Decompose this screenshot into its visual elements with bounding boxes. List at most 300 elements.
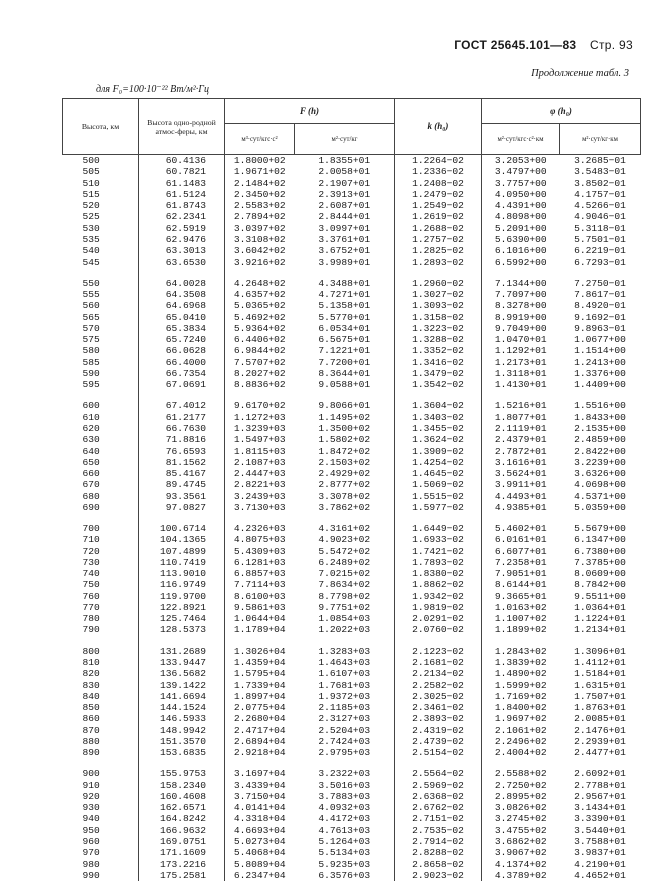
height-cell: 950 <box>63 825 139 836</box>
phi1-cell: 6.0161+01 <box>494 534 547 546</box>
F1-cell: 1.0644+04 <box>233 613 286 625</box>
phi1-cell: 2.2496+02 <box>494 735 547 747</box>
F1-cell: 6.8857+03 <box>233 568 286 580</box>
k-cell: 2.1681−02 <box>395 657 482 668</box>
F2-cell: 9.7751+02 <box>295 602 395 613</box>
height-cell: 565 <box>63 311 139 322</box>
phi1-cell: 3.9911+01 <box>494 479 547 491</box>
F1-cell: 4.0141+04 <box>233 802 286 814</box>
phi1-cell: 1.4890+02 <box>494 668 547 680</box>
height-cell: 580 <box>63 345 139 356</box>
F1-cell: 2.1484+02 <box>233 177 286 189</box>
F2-cell: 2.8777+02 <box>295 479 395 490</box>
F1-cell: 3.7150+04 <box>233 790 286 802</box>
phi1-cell: 3.4797+00 <box>494 166 547 178</box>
phi2-cell: 3.8502−01 <box>574 177 626 189</box>
header-phi-unit1: м²·сут/кгс·с²·км <box>482 124 560 155</box>
F1-cell: 2.9218+04 <box>233 747 286 759</box>
height-cell: 505 <box>63 166 139 177</box>
k-cell: 1.2825−02 <box>395 245 482 256</box>
height-cell: 690 <box>63 502 139 513</box>
phi1-cell: 4.3789+02 <box>494 869 547 881</box>
phi1-cell: 3.7757+00 <box>494 177 547 189</box>
F1-cell: 2.5583+02 <box>233 200 286 212</box>
phi1-cell: 3.9067+02 <box>494 847 547 859</box>
atm-height-cell: 100.6714 <box>139 523 225 534</box>
F1-cell: 4.6693+04 <box>233 824 286 836</box>
k-cell: 1.3288−02 <box>395 334 482 345</box>
F2-cell: 1.8355+01 <box>295 155 395 167</box>
F2-cell: 5.5134+03 <box>295 847 395 858</box>
F2-cell: 4.4172+03 <box>295 813 395 824</box>
atm-height-cell: 128.5373 <box>139 624 225 635</box>
F2-cell: 1.6107+03 <box>295 668 395 679</box>
F2-cell: 6.5675+01 <box>295 334 395 345</box>
height-cell: 640 <box>63 445 139 456</box>
phi1-cell: 3.5624+01 <box>494 468 547 480</box>
F1-cell: 1.8997+04 <box>233 690 286 702</box>
height-cell: 540 <box>63 245 139 256</box>
phi2-cell: 2.9567+01 <box>574 790 626 802</box>
height-cell: 860 <box>63 713 139 724</box>
height-cell: 700 <box>63 523 139 534</box>
table-row <box>63 479 641 490</box>
phi2-cell: 1.3096+01 <box>574 645 626 657</box>
F2-cell: 4.7271+01 <box>295 289 395 300</box>
atm-height-cell: 76.6593 <box>139 445 225 456</box>
phi2-cell: 2.4859+00 <box>574 434 626 446</box>
height-cell: 850 <box>63 702 139 713</box>
phi1-cell: 9.7049+00 <box>494 322 547 334</box>
phi1-cell: 1.9697+02 <box>494 713 547 725</box>
atm-height-cell: 136.5682 <box>139 668 225 679</box>
atm-height-cell: 151.3570 <box>139 736 225 747</box>
height-cell: 810 <box>63 657 139 668</box>
table-row <box>63 813 641 824</box>
table-row <box>63 368 641 379</box>
height-cell: 555 <box>63 289 139 300</box>
phi2-cell: 2.1476+01 <box>574 724 626 736</box>
header-atm-height: Высота одно-родной атмос-феры, км <box>139 99 225 155</box>
phi2-cell: 2.7788+01 <box>574 779 626 791</box>
atm-height-cell: 171.1609 <box>139 847 225 858</box>
F1-cell: 3.4339+04 <box>233 779 286 791</box>
phi2-cell: 9.5511+00 <box>574 590 626 602</box>
table-row <box>63 691 641 702</box>
height-cell: 610 <box>63 412 139 423</box>
F1-cell: 1.8115+03 <box>233 445 286 457</box>
k-cell: 1.2264−02 <box>395 155 482 167</box>
height-cell: 515 <box>63 189 139 200</box>
F2-cell: 2.8444+01 <box>295 211 395 222</box>
k-cell: 2.3461−02 <box>395 702 482 713</box>
F1-cell: 9.5861+03 <box>233 601 286 613</box>
atm-height-cell: 148.9942 <box>139 724 225 735</box>
table-row <box>63 534 641 545</box>
phi2-cell: 9.1692−01 <box>574 311 626 323</box>
table-row <box>63 568 641 579</box>
continuation-note: Продолжение табл. 3 <box>531 68 629 79</box>
height-cell: 570 <box>63 323 139 334</box>
height-cell: 620 <box>63 423 139 434</box>
phi2-cell: 4.9046−01 <box>574 211 626 223</box>
table-body <box>63 155 641 881</box>
atm-height-cell: 61.8743 <box>139 200 225 211</box>
table-row <box>63 657 641 668</box>
height-cell: 980 <box>63 858 139 869</box>
F1-cell: 2.8221+03 <box>233 479 286 491</box>
height-cell: 520 <box>63 200 139 211</box>
header-F: F (h) <box>225 99 395 124</box>
phi1-cell: 3.6862+02 <box>494 836 547 847</box>
atm-height-cell: 119.9700 <box>139 591 225 602</box>
F2-cell: 2.4929+02 <box>295 468 395 479</box>
phi1-cell: 5.6390+00 <box>494 233 547 245</box>
phi2-cell: 1.5184+01 <box>574 668 626 680</box>
F1-cell: 5.4068+04 <box>233 847 286 859</box>
phi2-cell: 4.5371+00 <box>574 490 626 502</box>
phi1-cell: 8.9919+00 <box>494 311 547 323</box>
condition-label: для F₀=100·10⁻²² Вт/м²·Гц <box>96 84 209 95</box>
atm-height-cell: 63.3013 <box>139 245 225 256</box>
table-row <box>63 278 641 289</box>
phi1-cell: 8.3278+00 <box>494 300 547 312</box>
table-row <box>63 802 641 813</box>
k-cell: 1.3223−02 <box>395 323 482 334</box>
phi1-cell: 5.4602+01 <box>494 523 547 535</box>
phi2-cell: 8.4920−01 <box>574 300 626 312</box>
k-cell: 2.5969−02 <box>395 780 482 791</box>
F2-cell: 3.5016+03 <box>295 780 395 791</box>
table-row <box>63 223 641 234</box>
k-cell: 1.5515−02 <box>395 490 482 501</box>
table-row <box>63 546 641 557</box>
height-cell: 790 <box>63 624 139 635</box>
k-cell: 1.9819−02 <box>395 602 482 613</box>
phi2-cell: 4.5266−01 <box>574 200 626 212</box>
k-cell: 1.6933−02 <box>395 534 482 545</box>
height-cell: 585 <box>63 357 139 368</box>
phi1-cell: 3.1616+01 <box>494 456 547 468</box>
table-row <box>63 300 641 311</box>
phi2-cell: 1.4409+00 <box>574 379 626 391</box>
F1-cell: 2.1087+03 <box>233 456 286 468</box>
page-header <box>454 38 633 52</box>
atm-height-cell: 64.0028 <box>139 278 225 289</box>
height-cell: 970 <box>63 847 139 858</box>
phi2-cell: 9.8963−01 <box>574 322 626 334</box>
atm-height-cell: 66.0628 <box>139 345 225 356</box>
table-row <box>63 613 641 624</box>
atm-height-cell: 60.4136 <box>139 155 225 167</box>
F2-cell: 5.1358+01 <box>295 300 395 311</box>
k-cell: 2.3893−02 <box>395 713 482 724</box>
phi2-cell: 1.0677+00 <box>574 334 626 346</box>
k-cell: 1.3416−02 <box>395 357 482 368</box>
phi1-cell: 1.1292+01 <box>494 345 547 357</box>
atm-height-cell: 62.2341 <box>139 211 225 222</box>
phi1-cell: 1.0470+01 <box>494 334 547 346</box>
atm-height-cell: 104.1365 <box>139 534 225 545</box>
table-row <box>63 155 641 167</box>
atm-height-cell: 67.4012 <box>139 400 225 411</box>
k-cell: 2.2134−02 <box>395 668 482 679</box>
F1-cell: 6.4406+02 <box>233 334 286 346</box>
height-cell: 720 <box>63 546 139 557</box>
phi2-cell: 3.7588+01 <box>574 836 626 847</box>
phi1-cell: 1.2173+01 <box>494 356 547 368</box>
F1-cell: 4.3318+04 <box>233 813 286 825</box>
phi1-cell: 2.5588+02 <box>494 768 547 780</box>
height-cell: 660 <box>63 468 139 479</box>
F1-cell: 1.3239+03 <box>233 422 286 434</box>
header-F-unit2: м²·сут/кг <box>295 124 395 155</box>
height-cell: 960 <box>63 836 139 847</box>
F2-cell: 2.7424+03 <box>295 736 395 747</box>
phi1-cell: 9.3665+01 <box>494 590 547 602</box>
phi1-cell: 1.3118+01 <box>494 367 547 379</box>
F1-cell: 3.6042+02 <box>233 245 286 257</box>
table-row <box>63 178 641 189</box>
atm-height-cell: 97.0827 <box>139 502 225 513</box>
group-gap <box>63 513 641 523</box>
phi2-cell: 2.0085+01 <box>574 713 626 725</box>
k-cell: 1.3352−02 <box>395 345 482 356</box>
phi1-cell: 2.4004+02 <box>494 747 547 759</box>
phi1-cell: 1.3839+02 <box>494 657 547 669</box>
height-cell: 650 <box>63 457 139 468</box>
height-cell: 500 <box>63 155 139 167</box>
phi1-cell: 2.8995+02 <box>494 790 547 802</box>
k-cell: 1.7421−02 <box>395 546 482 557</box>
phi2-cell: 6.1347+00 <box>574 534 626 546</box>
phi2-cell: 4.0698+00 <box>574 479 626 491</box>
F1-cell: 8.6100+03 <box>233 590 286 602</box>
phi1-cell: 1.4130+01 <box>494 379 547 391</box>
table-row <box>63 791 641 802</box>
F2-cell: 7.0215+02 <box>295 568 395 579</box>
F2-cell: 2.1503+02 <box>295 457 395 468</box>
F2-cell: 1.8472+02 <box>295 445 395 456</box>
F1-cell: 6.1281+03 <box>233 556 286 568</box>
F2-cell: 2.6087+01 <box>295 200 395 211</box>
F2-cell: 4.3488+01 <box>295 278 395 289</box>
F1-cell: 9.6170+02 <box>233 400 286 412</box>
height-cell: 670 <box>63 479 139 490</box>
table-row <box>63 311 641 322</box>
atm-height-cell: 107.4899 <box>139 546 225 557</box>
phi1-cell: 2.1119+01 <box>494 422 547 434</box>
phi2-cell: 3.6326+00 <box>574 468 626 480</box>
table-row <box>63 200 641 211</box>
height-cell: 630 <box>63 434 139 445</box>
phi2-cell: 4.4652+01 <box>574 869 626 881</box>
phi2-cell: 5.7501−01 <box>574 233 626 245</box>
k-cell: 2.1223−02 <box>395 646 482 657</box>
phi2-cell: 1.2134+01 <box>574 624 626 636</box>
F1-cell: 2.4717+04 <box>233 724 286 736</box>
phi1-cell: 6.5992+00 <box>494 256 547 268</box>
F2-cell: 7.1221+01 <box>295 345 395 356</box>
k-cell: 1.3624−02 <box>395 434 482 445</box>
k-cell: 1.2960−02 <box>395 278 482 289</box>
k-cell: 1.4254−02 <box>395 457 482 468</box>
phi2-cell: 3.9837+01 <box>574 847 626 859</box>
F2-cell: 3.6752+01 <box>295 245 395 256</box>
k-cell: 1.3158−02 <box>395 311 482 322</box>
atm-height-cell: 66.4000 <box>139 357 225 368</box>
atm-height-cell: 166.9632 <box>139 825 225 836</box>
atm-height-cell: 93.3561 <box>139 490 225 501</box>
phi1-cell: 1.8077+01 <box>494 411 547 423</box>
atm-height-cell: 71.8816 <box>139 434 225 445</box>
table-row <box>63 579 641 590</box>
phi2-cell: 1.1224+01 <box>574 613 626 625</box>
F1-cell: 6.2347+04 <box>233 869 286 881</box>
phi1-cell: 2.1061+02 <box>494 724 547 736</box>
atm-height-cell: 139.1422 <box>139 679 225 690</box>
phi1-cell: 1.0163+02 <box>494 601 547 613</box>
F1-cell: 1.5795+04 <box>233 668 286 680</box>
phi1-cell: 4.0950+00 <box>494 188 547 200</box>
height-cell: 600 <box>63 400 139 411</box>
phi2-cell: 2.1535+00 <box>574 422 626 434</box>
height-cell: 800 <box>63 646 139 657</box>
F2-cell: 1.4643+03 <box>295 657 395 668</box>
table-row <box>63 245 641 256</box>
F1-cell: 3.1697+04 <box>233 768 286 780</box>
k-cell: 2.4319−02 <box>395 724 482 735</box>
k-cell: 2.7914−02 <box>395 836 482 847</box>
table-row <box>63 702 641 713</box>
F1-cell: 3.2439+03 <box>233 490 286 502</box>
F1-cell: 5.0273+04 <box>233 836 286 847</box>
F2-cell: 4.0932+03 <box>295 802 395 813</box>
k-cell: 1.2893−02 <box>395 256 482 267</box>
F2-cell: 2.9795+03 <box>295 747 395 758</box>
height-cell: 990 <box>63 870 139 881</box>
atm-height-cell: 66.7630 <box>139 423 225 434</box>
atm-height-cell: 63.6530 <box>139 256 225 267</box>
phi1-cell: 6.6077+01 <box>494 545 547 557</box>
F1-cell: 1.1789+04 <box>233 624 286 636</box>
k-cell: 1.3093−02 <box>395 300 482 311</box>
height-cell: 880 <box>63 736 139 747</box>
F2-cell: 5.5770+01 <box>295 311 395 322</box>
atm-height-cell: 162.6571 <box>139 802 225 813</box>
F1-cell: 1.8000+02 <box>233 155 286 167</box>
phi2-cell: 1.3376+00 <box>574 367 626 379</box>
phi2-cell: 7.2750−01 <box>574 277 626 289</box>
table-row <box>63 591 641 602</box>
k-cell: 2.5154−02 <box>395 747 482 758</box>
F1-cell: 4.2648+02 <box>233 277 286 289</box>
atm-height-cell: 153.6835 <box>139 747 225 758</box>
k-cell: 1.3027−02 <box>395 289 482 300</box>
height-cell: 870 <box>63 724 139 735</box>
phi2-cell: 1.1514+00 <box>574 345 626 357</box>
atm-height-cell: 113.9010 <box>139 568 225 579</box>
F1-cell: 5.9364+02 <box>233 322 286 334</box>
phi2-cell: 1.7507+01 <box>574 690 626 702</box>
height-cell: 560 <box>63 300 139 311</box>
F2-cell: 1.0854+03 <box>295 613 395 624</box>
phi1-cell: 8.6144+01 <box>494 579 547 591</box>
atm-height-cell: 61.1483 <box>139 178 225 189</box>
F2-cell: 2.3913+01 <box>295 189 395 200</box>
atm-height-cell: 62.9476 <box>139 234 225 245</box>
atm-height-cell: 133.9447 <box>139 657 225 668</box>
table-row <box>63 847 641 858</box>
k-cell: 2.0760−02 <box>395 624 482 635</box>
phi2-cell: 6.2219−01 <box>574 245 626 257</box>
table-row <box>63 490 641 501</box>
phi2-cell: 7.3785+00 <box>574 556 626 568</box>
phi2-cell: 6.7380+00 <box>574 545 626 557</box>
F1-cell: 3.3108+02 <box>233 233 286 245</box>
phi2-cell: 3.3390+01 <box>574 813 626 825</box>
table-row <box>63 557 641 568</box>
k-cell: 1.7893−02 <box>395 557 482 568</box>
F2-cell: 3.7883+03 <box>295 791 395 802</box>
F2-cell: 7.8634+02 <box>295 579 395 590</box>
phi1-cell: 2.4379+01 <box>494 434 547 446</box>
atm-height-cell: 66.7354 <box>139 368 225 379</box>
F1-cell: 2.4447+03 <box>233 468 286 480</box>
phi2-cell: 6.7293−01 <box>574 256 626 268</box>
k-cell: 1.2408−02 <box>395 178 482 189</box>
k-cell: 2.4739−02 <box>395 736 482 747</box>
k-cell: 1.3455−02 <box>395 423 482 434</box>
k-cell: 1.5977−02 <box>395 502 482 513</box>
phi1-cell: 2.7872+01 <box>494 445 547 457</box>
F2-cell: 5.5472+02 <box>295 546 395 557</box>
group-gap <box>63 390 641 400</box>
phi1-cell: 3.2745+02 <box>494 813 547 825</box>
F2-cell: 4.7613+03 <box>295 825 395 836</box>
table-row <box>63 646 641 657</box>
F1-cell: 5.0365+02 <box>233 300 286 312</box>
k-cell: 1.3909−02 <box>395 445 482 456</box>
height-cell: 545 <box>63 256 139 267</box>
height-cell: 910 <box>63 780 139 791</box>
F2-cell: 8.7798+02 <box>295 591 395 602</box>
atm-height-cell: 67.0691 <box>139 379 225 390</box>
phi2-cell: 5.0359+00 <box>574 501 626 513</box>
standard-title: ГОСТ 25645.101—83 <box>454 38 577 52</box>
group-gap <box>63 758 641 768</box>
atm-height-cell: 81.1562 <box>139 457 225 468</box>
table-row <box>63 736 641 747</box>
height-cell: 780 <box>63 613 139 624</box>
F1-cell: 5.4309+03 <box>233 545 286 557</box>
F2-cell: 1.2022+03 <box>295 624 395 635</box>
F1-cell: 2.0775+04 <box>233 702 286 714</box>
table-row <box>63 256 641 267</box>
phi1-cell: 1.1007+02 <box>494 613 547 625</box>
F1-cell: 7.7114+03 <box>233 579 286 591</box>
F2-cell: 1.7681+03 <box>295 679 395 690</box>
phi1-cell: 3.0826+02 <box>494 802 547 814</box>
F2-cell: 1.5802+02 <box>295 434 395 445</box>
F1-cell: 8.8836+02 <box>233 379 286 391</box>
phi1-cell: 4.9385+01 <box>494 501 547 513</box>
F1-cell: 1.9671+02 <box>233 166 286 178</box>
height-cell: 710 <box>63 534 139 545</box>
k-cell: 2.6368−02 <box>395 791 482 802</box>
phi2-cell: 3.2239+00 <box>574 456 626 468</box>
k-cell: 2.8288−02 <box>395 847 482 858</box>
